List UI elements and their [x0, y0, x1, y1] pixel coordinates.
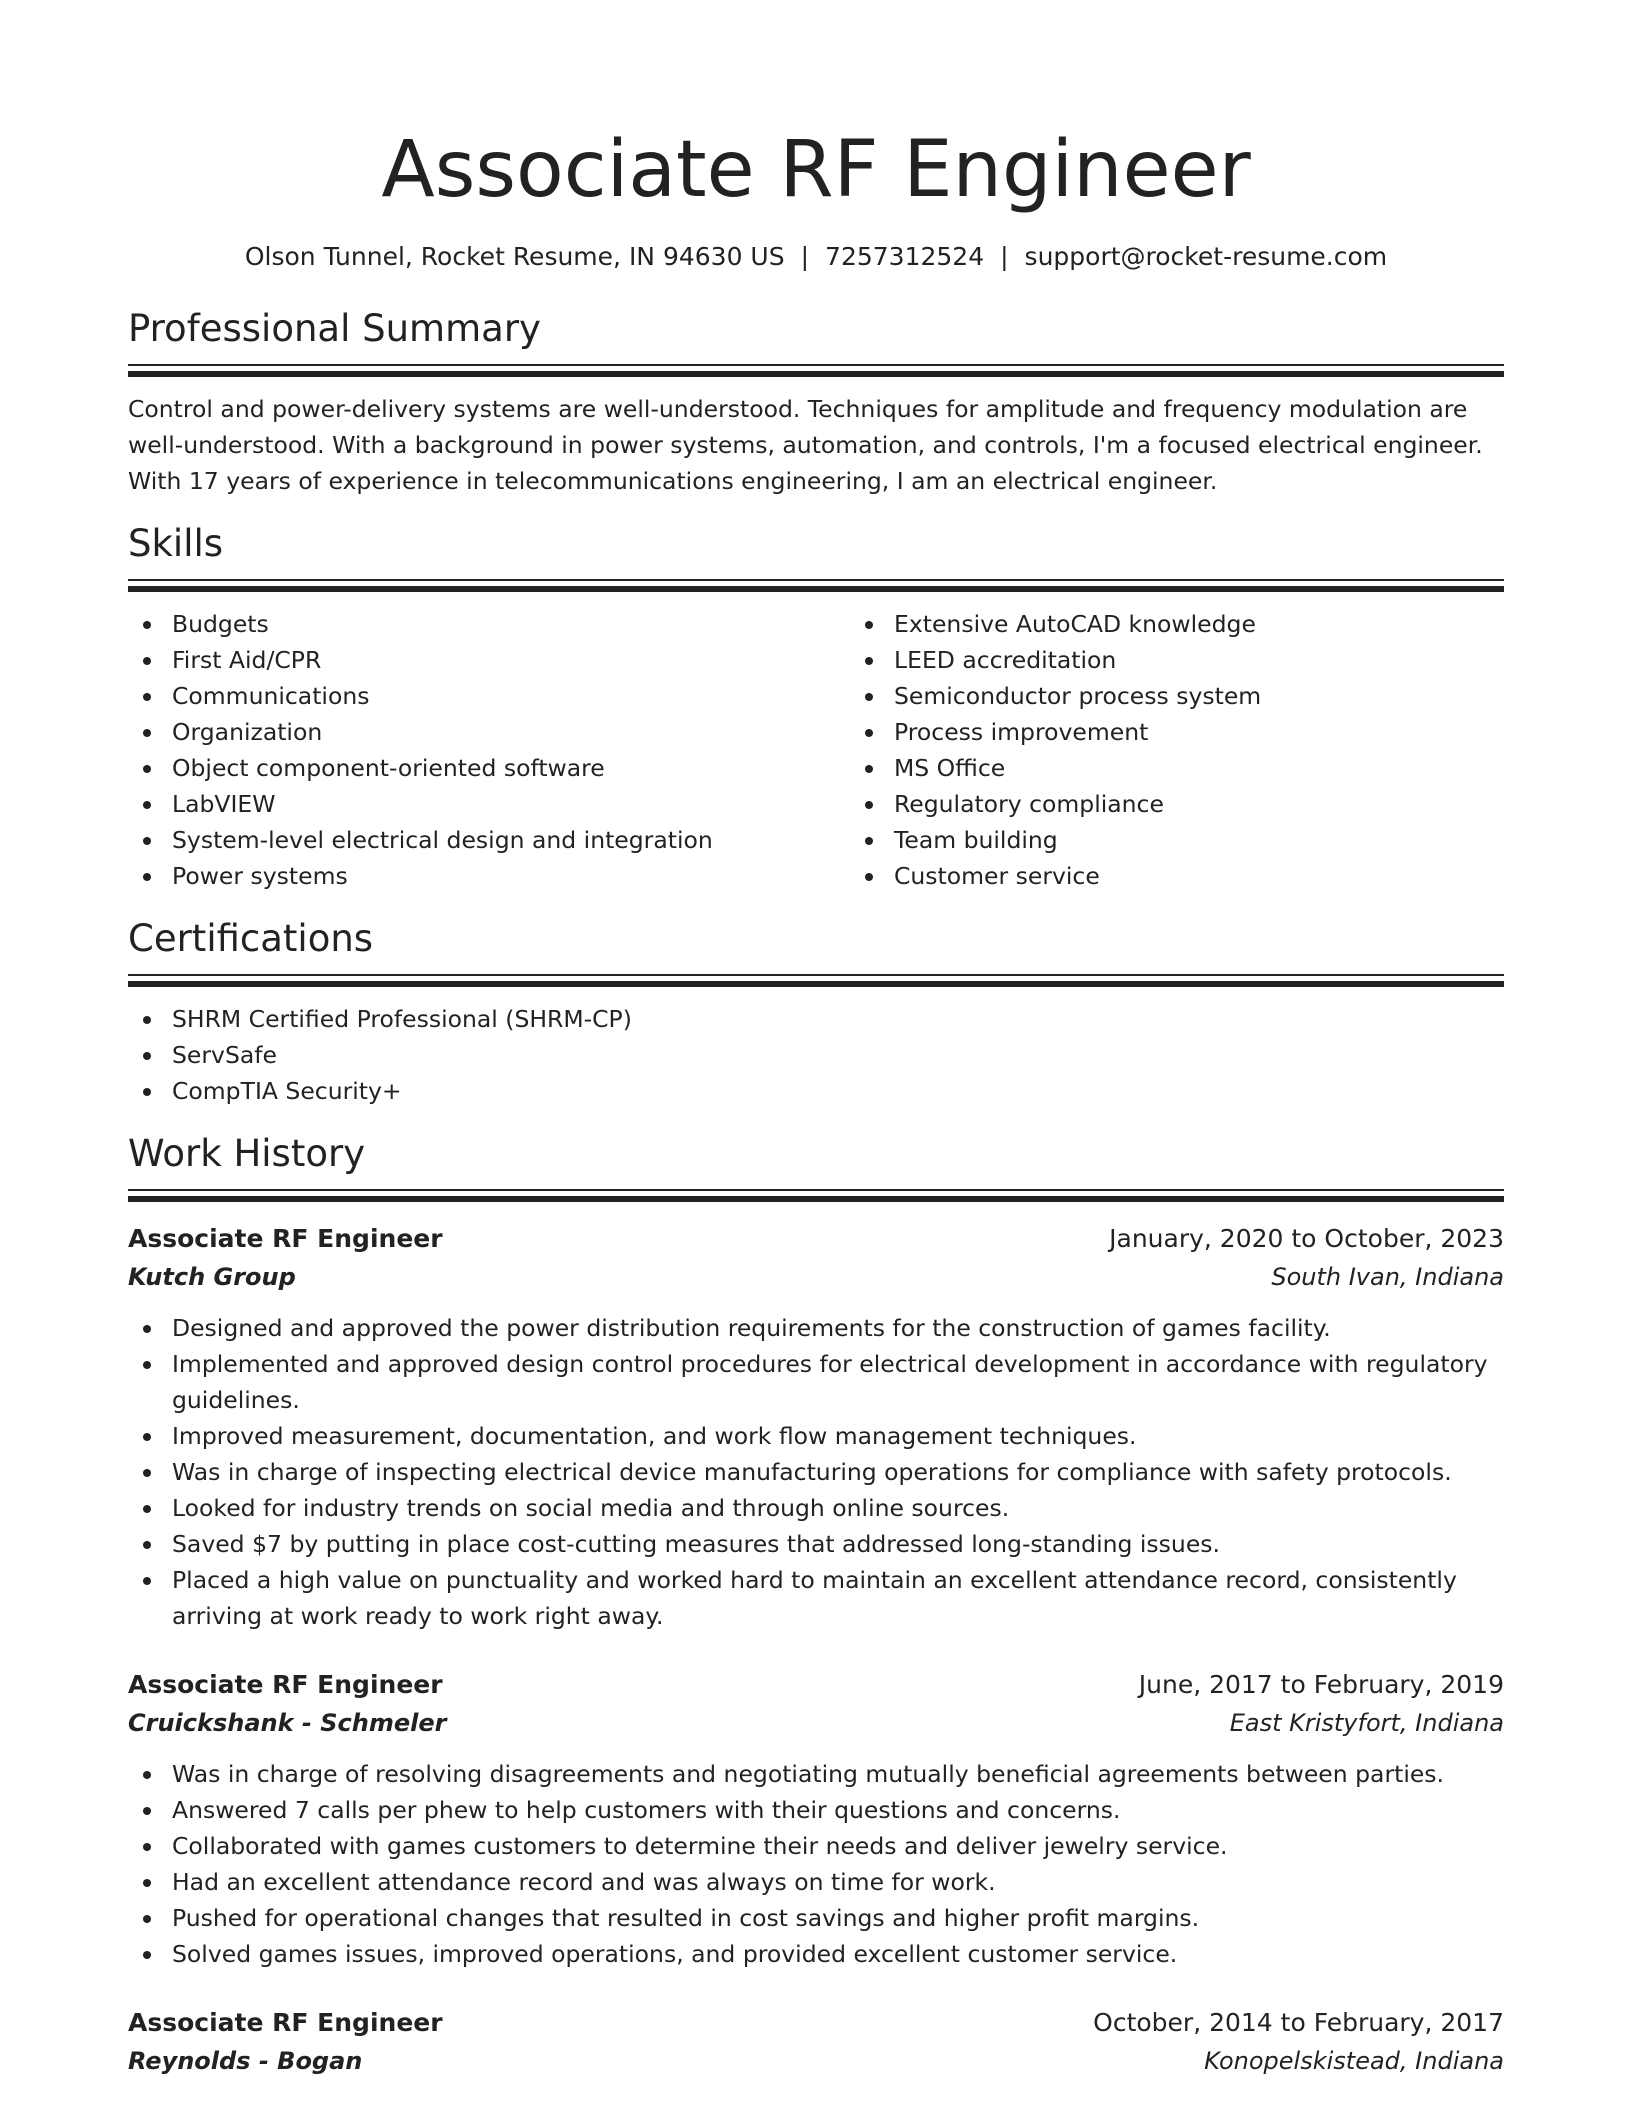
job-subheader — [128, 2042, 1504, 2080]
job-company: Reynolds - Bogan — [128, 2047, 363, 2075]
job-dates: January, 2020 to October, 2023 — [1109, 1224, 1504, 1253]
job-bullets — [128, 1756, 1504, 1972]
job-title: Associate RF Engineer — [128, 2008, 443, 2037]
skill-item: Regulatory compliance — [894, 786, 1572, 822]
contact-address: Olson Tunnel, Rocket Resume, IN 94630 US — [244, 242, 785, 271]
contact-email: support@rocket-resume.com — [1024, 242, 1388, 271]
section-divider — [128, 974, 1504, 976]
skills-section — [128, 521, 1504, 894]
skill-item: System-level electrical design and integration — [172, 822, 850, 858]
skill-item: Organization — [172, 714, 850, 750]
section-divider — [128, 981, 1504, 987]
section-divider — [128, 1189, 1504, 1191]
skill-item: MS Office — [894, 750, 1572, 786]
section-divider — [128, 1196, 1504, 1202]
certifications-section — [128, 916, 1504, 1109]
skills-list-right — [850, 606, 1572, 894]
resume-title: Associate RF Engineer — [381, 125, 1251, 215]
job-title: Associate RF Engineer — [128, 1670, 443, 1699]
certifications-list — [128, 1001, 1504, 1109]
skill-item: Power systems — [172, 858, 850, 894]
skills-grid — [128, 606, 1504, 894]
skill-item: Process improvement — [894, 714, 1572, 750]
contact-separator: | — [1000, 242, 1009, 271]
job-bullet: Was in charge of resolving disagreements and negotiating mutually beneficial agreements between parties. — [172, 1756, 1504, 1792]
certification-item: CompTIA Security+ — [172, 1073, 1504, 1109]
work-history-heading: Work History — [128, 1132, 366, 1175]
skill-item: Communications — [172, 678, 850, 714]
job-entry — [128, 2004, 1504, 2080]
job-dates: October, 2014 to February, 2017 — [1093, 2008, 1504, 2037]
job-bullet: Designed and approved the power distribution requirements for the construction of games facility. — [172, 1310, 1504, 1346]
job-bullet: Solved games issues, improved operations, and provided excellent customer service. — [172, 1936, 1504, 1972]
certification-item: SHRM Certified Professional (SHRM-CP) — [172, 1001, 1504, 1037]
skill-item: Customer service — [894, 858, 1572, 894]
certification-item: ServSafe — [172, 1037, 1504, 1073]
contact-line — [128, 242, 1504, 272]
job-title: Associate RF Engineer — [128, 1224, 443, 1253]
skill-item: Object component-oriented software — [172, 750, 850, 786]
contact-separator: | — [800, 242, 810, 271]
job-dates: June, 2017 to February, 2019 — [1138, 1670, 1504, 1699]
contact-phone: 7257312524 — [825, 242, 985, 271]
job-header — [128, 1666, 1504, 1704]
summary-section — [128, 306, 1504, 499]
skill-item: LEED accreditation — [894, 642, 1572, 678]
job-bullet: Answered 7 calls per phew to help customers with their questions and concerns. — [172, 1792, 1504, 1828]
resume-page — [128, 0, 1504, 2080]
skill-item: LabVIEW — [172, 786, 850, 822]
job-header — [128, 1220, 1504, 1258]
job-entry — [128, 1220, 1504, 1634]
skill-item: Extensive AutoCAD knowledge — [894, 606, 1572, 642]
job-company: Kutch Group — [128, 1263, 296, 1291]
job-subheader — [128, 1258, 1504, 1296]
job-bullet: Collaborated with games customers to determine their needs and deliver jewelry service. — [172, 1828, 1504, 1864]
job-bullet: Saved $7 by putting in place cost-cutting measures that addressed long-standing issues. — [172, 1526, 1504, 1562]
summary-heading: Professional Summary — [128, 307, 541, 350]
section-divider — [128, 579, 1504, 581]
work-history-section — [128, 1131, 1504, 2080]
section-divider — [128, 364, 1504, 366]
certifications-heading: Certifications — [128, 917, 374, 960]
job-company: Cruickshank - Schmeler — [128, 1709, 447, 1737]
section-divider — [128, 371, 1504, 377]
skills-heading: Skills — [128, 522, 224, 565]
job-subheader — [128, 1704, 1504, 1742]
summary-text: Control and power-delivery systems are well-understood. Techniques for amplitude and frequency modulation are well-understood. With a background in power systems, automation, and controls, I'm a focused electrical engineer. With 17 years of experience in telecommunications engineering, I am an electrical engineer. — [128, 395, 1483, 495]
job-entry — [128, 1666, 1504, 1972]
job-header — [128, 2004, 1504, 2042]
job-bullet: Pushed for operational changes that resulted in cost savings and higher profit margins. — [172, 1900, 1504, 1936]
skills-list-left — [128, 606, 850, 894]
job-bullet: Placed a high value on punctuality and worked hard to maintain an excellent attendance record, consistently arriving at work ready to work right away. — [172, 1562, 1504, 1634]
job-bullet: Was in charge of inspecting electrical device manufacturing operations for compliance with safety protocols. — [172, 1454, 1504, 1490]
job-bullet: Implemented and approved design control procedures for electrical development in accordance with regulatory guidelines. — [172, 1346, 1504, 1418]
job-location: East Kristyfort, Indiana — [1229, 1709, 1504, 1737]
skill-item: Budgets — [172, 606, 850, 642]
skill-item: Semiconductor process system — [894, 678, 1572, 714]
job-location: Konopelskistead, Indiana — [1204, 2047, 1504, 2075]
job-bullet: Had an excellent attendance record and was always on time for work. — [172, 1864, 1504, 1900]
section-divider — [128, 586, 1504, 592]
job-bullets — [128, 1310, 1504, 1634]
job-bullet: Improved measurement, documentation, and work flow management techniques. — [172, 1418, 1504, 1454]
job-location: South Ivan, Indiana — [1271, 1263, 1504, 1291]
skill-item: Team building — [894, 822, 1572, 858]
skill-item: First Aid/CPR — [172, 642, 850, 678]
job-bullet: Looked for industry trends on social media and through online sources. — [172, 1490, 1504, 1526]
